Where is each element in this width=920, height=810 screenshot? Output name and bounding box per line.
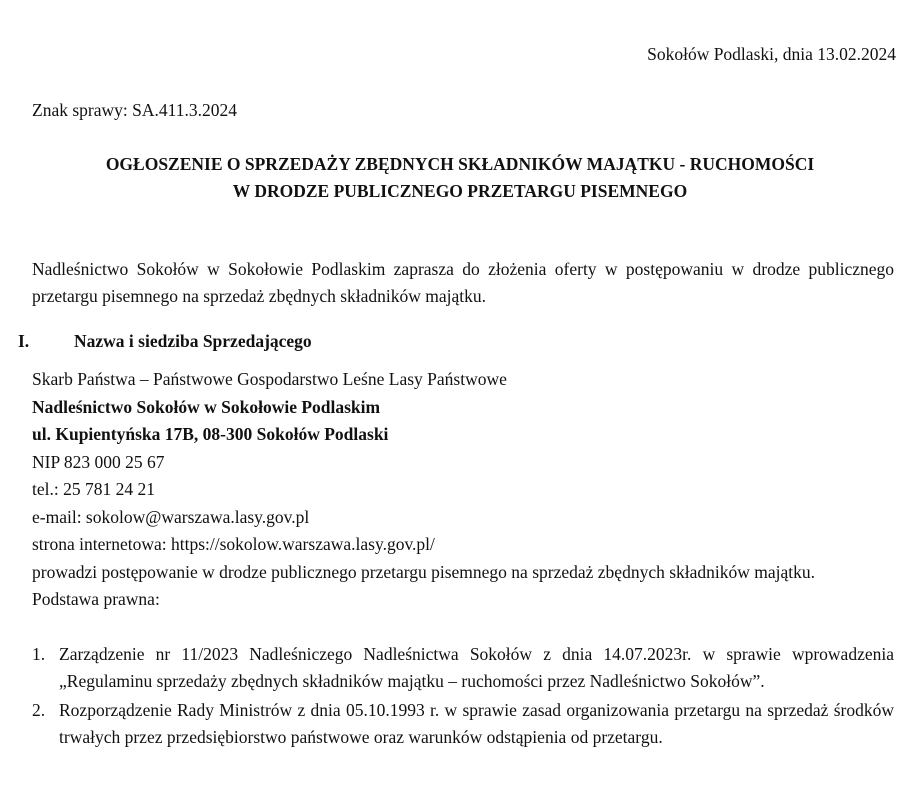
- list-item-number: 2.: [32, 700, 46, 720]
- section-number: I.: [18, 331, 30, 351]
- seller-website: strona internetowa: https://sokolow.warszawa.lasy.gov.pl/: [32, 534, 435, 554]
- title-line-2: W DRODZE PUBLICZNEGO PRZETARGU PISEMNEGO: [232, 181, 688, 201]
- seller-name: Nadleśnictwo Sokołów w Sokołowie Podlaskim: [32, 396, 381, 417]
- seller-address: ul. Kupientyńska 17B, 08-300 Sokołów Podlaski: [32, 424, 389, 444]
- document-title: [0, 151, 920, 205]
- seller-phone: tel.: 25 781 24 21: [32, 479, 155, 499]
- section-title: Nazwa i siedziba Sprzedającego: [74, 331, 312, 351]
- case-number: Znak sprawy: SA.411.3.2024: [32, 100, 237, 120]
- list-item: [32, 697, 894, 751]
- place-date: Sokołów Podlaski, dnia 13.02.2024: [647, 44, 896, 64]
- section-heading: [18, 331, 312, 352]
- seller-owner: Skarb Państwa – Państwowe Gospodarstwo Leśne Lasy Państwowe: [32, 369, 507, 389]
- list-item-text: Zarządzenie nr 11/2023 Nadleśniczego Nadleśnictwa Sokołów z dnia 14.07.2023r. w sprawie wprowadzenia „Regulaminu sprzedaży zbędnych składników majątku – ruchomości przez Nadleśnictwo Sokołów”.: [59, 644, 894, 691]
- list-item: [32, 641, 894, 695]
- list-item-number: 1.: [32, 644, 46, 664]
- legal-basis-list: [32, 641, 894, 753]
- intro-paragraph: Nadleśnictwo Sokołów w Sokołowie Podlaskim zaprasza do złożenia oferty w postępowaniu w drodze publicznego przetargu pisemnego na sprzedaż zbędnych składników majątku.: [32, 259, 894, 306]
- seller-details: [32, 366, 894, 614]
- procedure-text: prowadzi postępowanie w drodze publicznego przetargu pisemnego na sprzedaż zbędnych składników majątku.: [32, 561, 816, 582]
- title-line-1: OGŁOSZENIE O SPRZEDAŻY ZBĘDNYCH SKŁADNIKÓW MAJĄTKU - RUCHOMOŚCI: [105, 154, 815, 174]
- list-item-text: Rozporządzenie Rady Ministrów z dnia 05.10.1993 r. w sprawie zasad organizowania przetargu na sprzedaż środków trwałych przez przedsiębiorstwo państwowe oraz warunków odstąpienia od przetargu.: [59, 700, 894, 747]
- seller-email: e-mail: sokolow@warszawa.lasy.gov.pl: [32, 506, 310, 527]
- legal-basis-label: Podstawa prawna:: [32, 589, 160, 609]
- seller-nip: NIP 823 000 25 67: [32, 451, 165, 472]
